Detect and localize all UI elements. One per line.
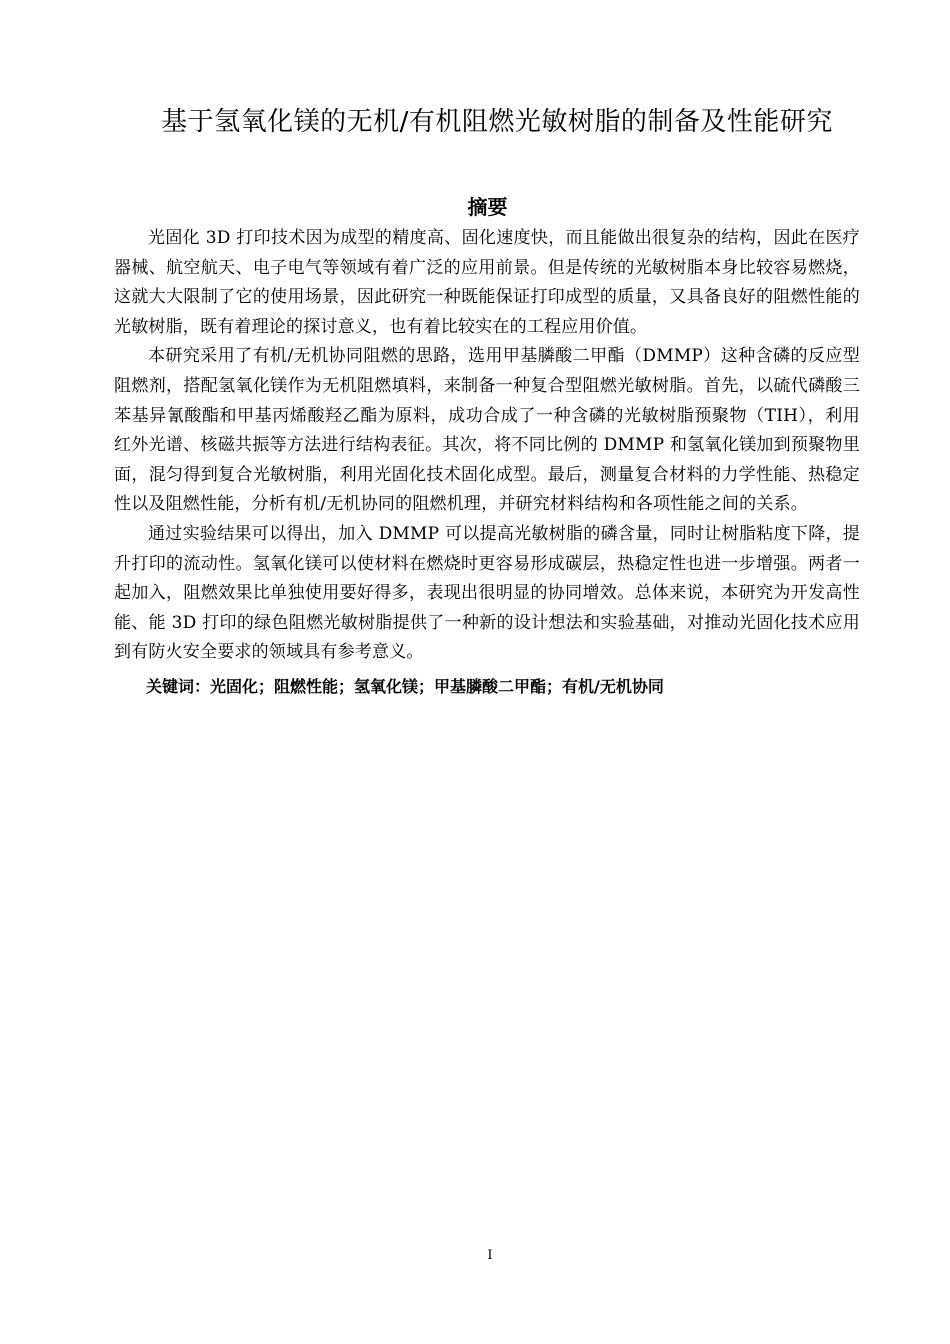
abstract-body <box>114 224 860 702</box>
abstract-paragraph-1: 光固化 3D 打印技术因为成型的精度高、固化速度快，而且能做出很复杂的结构，因此在医疗器械、航空航天、电子电气等领域有着广泛的应用前景。但是传统的光敏树脂本身比较容易燃烧，这就大大限制了它的使用场景，因此研究一种既能保证打印成型的质量，又具备良好的阻燃性能的光敏树脂，既有着理论的探讨意义，也有着比较实在的工程应用价值。 <box>114 228 860 337</box>
page-number: I <box>487 1248 493 1263</box>
document-title: 基于氢氧化镁的无机/有机阻燃光敏树脂的制备及性能研究 <box>161 107 833 137</box>
abstract-paragraph-2: 本研究采用了有机/无机协同阻燃的思路，选用甲基膦酸二甲酯（DMMP）这种含磷的反应型阻燃剂，搭配氢氧化镁作为无机阻燃填料，来制备一种复合型阻燃光敏树脂。首先，以硫代磷酸三苯基异氰酸酯和甲基丙烯酸羟乙酯为原料，成功合成了一种含磷的光敏树脂预聚物（TIH），利用红外光谱、核磁共振等方法进行结构表征。其次，将不同比例的 DMMP 和氢氧化镁加到预聚物里面，混匀得到复合光敏树脂，利用光固化技术固化成型。最后，测量复合材料的力学性能、热稳定性以及阻燃性能，分析有机/无机协同的阻燃机理，并研究材料结构和各项性能之间的关系。 <box>114 346 860 515</box>
abstract-heading: 摘要 <box>467 195 508 219</box>
keywords-line: 关键词：光固化；阻燃性能；氢氧化镁；甲基膦酸二甲酯；有机/无机协同 <box>146 676 664 696</box>
abstract-paragraph-3: 通过实验结果可以得出，加入 DMMP 可以提高光敏树脂的磷含量，同时让树脂粘度下降，提升打印的流动性。氢氧化镁可以使材料在燃烧时更容易形成碳层，热稳定性也进一步增强。两者一起加入，阻燃效果比单独使用要好得多，表现出很明显的协同增效。总体来说，本研究为开发高性能、能 3D 打印的绿色阻燃光敏树脂提供了一种新的设计想法和实验基础，对推动光固化技术应用到有防火安全要求的领域具有参考意义。 <box>114 523 860 663</box>
